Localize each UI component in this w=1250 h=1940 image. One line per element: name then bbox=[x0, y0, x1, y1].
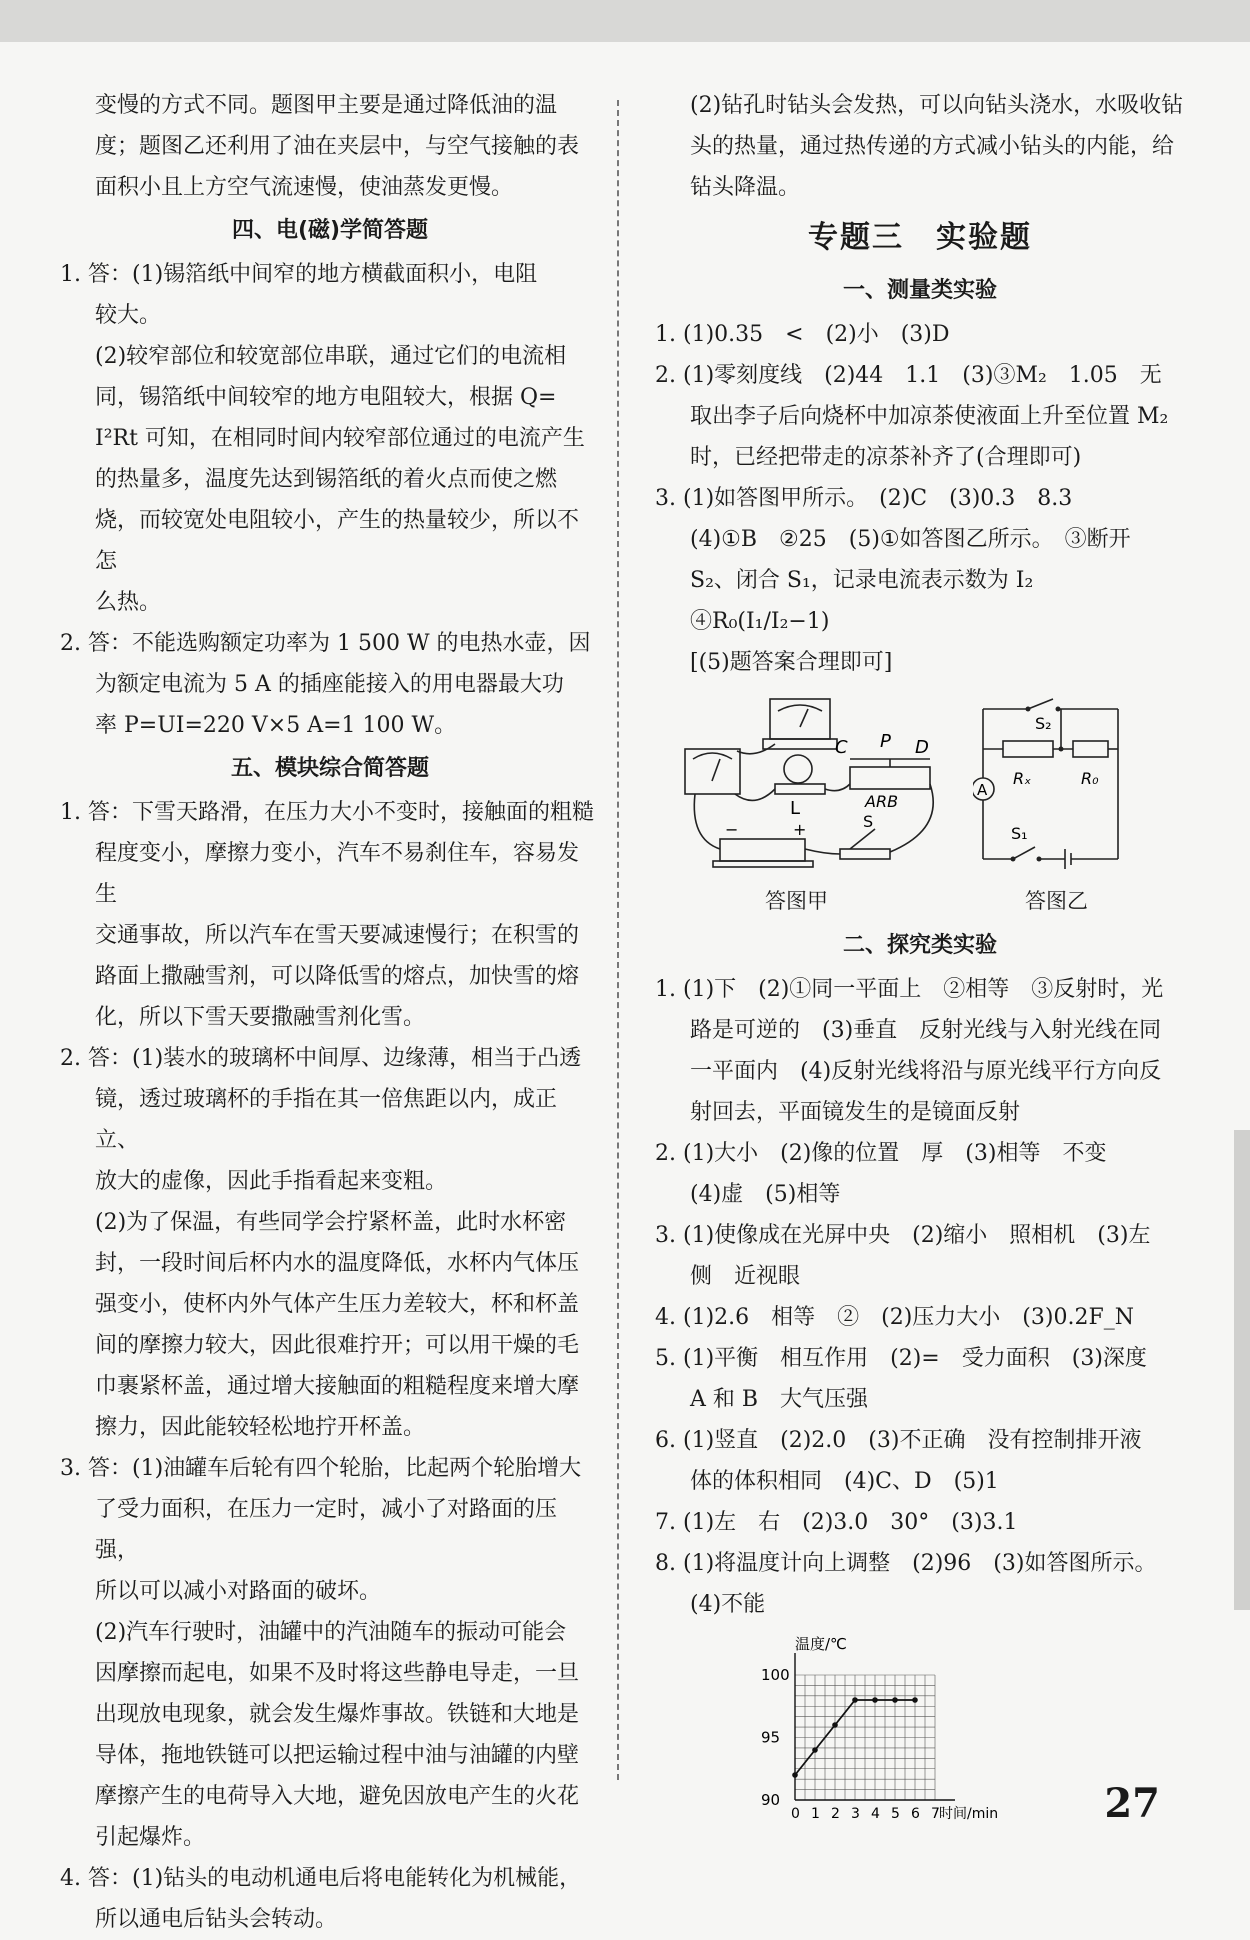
text-line: I²Rt 可知，在相同时间内较窄部位通过的电流产生 bbox=[95, 426, 585, 451]
text-line: 摩擦产生的电荷导入大地，避免因放电产生的火花 bbox=[95, 1784, 580, 1809]
label-l: L bbox=[790, 798, 801, 819]
data-point bbox=[812, 1747, 818, 1753]
text-line: 同，锡箔纸中间较窄的地方电阻较大，根据 Q= bbox=[95, 385, 557, 410]
right-column bbox=[655, 85, 1185, 1835]
x-tick-label: 4 bbox=[871, 1806, 880, 1822]
scan-edge-strip bbox=[1234, 1130, 1250, 1610]
label-p: P bbox=[880, 731, 891, 752]
text-line: 放大的虚像，因此手指看起来变粗。 bbox=[95, 1169, 448, 1194]
text-line: 2. (1)零刻度线 (2)44 1.1 (3)③M₂ 1.05 无 bbox=[655, 363, 1162, 388]
x-tick-label: 1 bbox=[811, 1806, 820, 1822]
text-line: 程度变小，摩擦力变小，汽车不易刹住车，容易发生 bbox=[95, 841, 580, 907]
text-line: 时，已经把带走的凉茶补齐了(合理即可) bbox=[690, 445, 1082, 470]
text-line: 么热。 bbox=[95, 590, 162, 615]
text-line: 的热量多，温度先达到锡箔纸的着火点而使之燃 bbox=[95, 467, 558, 492]
text-line: (4)①B ②25 (5)①如答图乙所示。 ③断开 bbox=[690, 527, 1131, 552]
text-line: 1. 答：下雪天路滑，在压力大小不变时，接触面的粗糙 bbox=[60, 800, 594, 825]
text-line: (4)不能 bbox=[690, 1592, 766, 1617]
text-line: (2)为了保温，有些同学会拧紧杯盖，此时水杯密 bbox=[95, 1210, 567, 1235]
label-s1: S₁ bbox=[1011, 824, 1028, 843]
text-line: A 和 B 大气压强 bbox=[690, 1387, 869, 1412]
text-line: 4. (1)2.6 相等 ② (2)压力大小 (3)0.2F_N bbox=[655, 1305, 1134, 1330]
data-point bbox=[912, 1697, 918, 1703]
text-line: 引起爆炸。 bbox=[95, 1825, 206, 1850]
x-axis-label: 时间/min bbox=[939, 1806, 999, 1822]
text-line: 5. (1)平衡 相互作用 (2)= 受力面积 (3)深度 bbox=[655, 1346, 1147, 1371]
y-tick-label: 95 bbox=[761, 1728, 781, 1747]
text-line: 封，一段时间后杯内水的温度降低，水杯内气体压 bbox=[95, 1251, 580, 1276]
data-point bbox=[832, 1722, 838, 1728]
text-line: 出现放电现象，就会发生爆炸事故。铁链和大地是 bbox=[95, 1702, 580, 1727]
left-column bbox=[60, 85, 600, 1940]
text-line: 镜，透过玻璃杯的手指在其一倍焦距以内，成正立、 bbox=[95, 1087, 558, 1153]
x-tick-label: 7 bbox=[931, 1806, 940, 1822]
right-column-top bbox=[655, 85, 1185, 683]
text-line: (4)虚 (5)相等 bbox=[690, 1182, 841, 1207]
x-tick-label: 5 bbox=[891, 1806, 900, 1822]
text-line: 率 P=UI=220 V×5 A=1 100 W。 bbox=[95, 713, 457, 738]
temperature-chart-svg bbox=[755, 1635, 1055, 1835]
text-line: 1. (1)下 (2)①同一平面上 ②相等 ③反射时，光 bbox=[655, 977, 1164, 1002]
text-line: 3. 答：(1)油罐车后轮有四个轮胎，比起两个轮胎增大 bbox=[60, 1456, 582, 1481]
label-s: S bbox=[863, 812, 874, 831]
text-line: (2)钻孔时钻头会发热，可以向钻头浇水，水吸收钻 bbox=[690, 93, 1184, 118]
section-heading: 二、探究类实验 bbox=[842, 933, 997, 958]
text-line: 路是可逆的 (3)垂直 反射光线与入射光线在同 bbox=[690, 1018, 1162, 1043]
data-point bbox=[792, 1772, 798, 1778]
label-r0: R₀ bbox=[1081, 769, 1099, 788]
label-d: D bbox=[915, 737, 929, 758]
text-line: 2. 答：不能选购额定功率为 1 500 W 的电热水壶，因 bbox=[60, 631, 591, 656]
text-line: 所以通电后钻头会转动。 bbox=[95, 1907, 338, 1932]
text-line: 擦力，因此能较轻松地拧开杯盖。 bbox=[95, 1415, 426, 1440]
text-line: 4. 答：(1)钻头的电动机通电后将电能转化为机械能， bbox=[60, 1866, 582, 1891]
figures-row bbox=[655, 689, 1185, 919]
figure-jia-circuit bbox=[675, 689, 945, 879]
label-plus: + bbox=[793, 820, 807, 839]
text-line: [(5)题答案合理即可] bbox=[690, 650, 893, 675]
text-line: 8. (1)将温度计向上调整 (2)96 (3)如答图所示。 bbox=[655, 1551, 1157, 1576]
text-line: 化，所以下雪天要撒融雪剂化雪。 bbox=[95, 1005, 426, 1030]
text-line: 度；题图乙还利用了油在夹层中，与空气接触的表 bbox=[95, 134, 580, 159]
scan-top-band bbox=[0, 0, 1250, 42]
text-line: 烧，而较宽处电阻较小，产生的热量较少，所以不怎 bbox=[95, 508, 580, 574]
text-line: 2. (1)大小 (2)像的位置 厚 (3)相等 不变 bbox=[655, 1141, 1107, 1166]
text-line: 强变小，使杯内外气体产生压力差较大，杯和杯盖 bbox=[95, 1292, 580, 1317]
label-s2: S₂ bbox=[1035, 714, 1052, 733]
text-line: 了受力面积，在压力一定时，减小了对路面的压强， bbox=[95, 1497, 558, 1563]
figure-yi-caption: 答图乙 bbox=[1025, 889, 1088, 913]
text-line: 3. (1)如答图甲所示。 (2)C (3)0.3 8.3 bbox=[655, 486, 1073, 511]
text-line: 1. (1)0.35 < (2)小 (3)D bbox=[655, 322, 950, 347]
text-line: 面积小且上方空气流速慢，使油蒸发更慢。 bbox=[95, 175, 514, 200]
y-axis-label: 温度/℃ bbox=[795, 1635, 847, 1653]
label-ammeter-a: A bbox=[977, 781, 988, 799]
x-tick-label: 2 bbox=[831, 1806, 840, 1822]
text-line: S₂、闭合 S₁，记录电流表示数为 I₂ ④R₀(I₁/I₂−1) bbox=[690, 568, 1056, 634]
text-line: 7. (1)左 右 (2)3.0 30° (3)3.1 bbox=[655, 1510, 1018, 1535]
text-line: 取出李子后向烧杯中加凉茶使液面上升至位置 M₂ bbox=[690, 404, 1169, 429]
text-line: 路面上撒融雪剂，可以降低雪的熔点，加快雪的熔 bbox=[95, 964, 580, 989]
text-line: (2)汽车行驶时，油罐中的汽油随车的振动可能会 bbox=[95, 1620, 567, 1645]
text-line: 头的热量，通过热传递的方式减小钻头的内能，给 bbox=[690, 134, 1175, 159]
data-point bbox=[872, 1697, 878, 1703]
column-divider bbox=[617, 100, 619, 1780]
text-line: 为额定电流为 5 A 的插座能接入的用电器最大功 bbox=[95, 672, 564, 697]
label-rx: Rₓ bbox=[1013, 769, 1032, 788]
text-line: 较大。 bbox=[95, 303, 162, 328]
section-heading: 五、模块综合简答题 bbox=[230, 756, 429, 781]
text-line: 2. 答：(1)装水的玻璃杯中间厚、边缘薄，相当于凸透 bbox=[60, 1046, 582, 1071]
text-line: 因摩擦而起电，如果不及时将这些静电导走，一旦 bbox=[95, 1661, 580, 1686]
text-line: 6. (1)竖直 (2)2.0 (3)不正确 没有控制排开液 bbox=[655, 1428, 1142, 1453]
text-line: 一平面内 (4)反射光线将沿与原光线平行方向反 bbox=[690, 1059, 1162, 1084]
text-line: 1. 答：(1)锡箔纸中间窄的地方横截面积小，电阻 bbox=[60, 262, 538, 287]
text-line: 所以可以减小对路面的破坏。 bbox=[95, 1579, 382, 1604]
text-line: 交通事故，所以汽车在雪天要减速慢行；在积雪的 bbox=[95, 923, 580, 948]
text-line: (2)较窄部位和较宽部位串联，通过它们的电流相 bbox=[95, 344, 567, 369]
text-line: 导体，拖地铁链可以把运输过程中油与油罐的内壁 bbox=[95, 1743, 580, 1768]
section-heading: 四、电(磁)学简答题 bbox=[231, 218, 429, 243]
x-tick-label: 0 bbox=[791, 1806, 800, 1822]
x-tick-label: 6 bbox=[911, 1806, 920, 1822]
text-line: 间的摩擦力较大，因此很难拧开；可以用干燥的毛 bbox=[95, 1333, 580, 1358]
label-arb: ARB bbox=[865, 792, 899, 811]
data-point bbox=[892, 1697, 898, 1703]
y-tick-label: 100 bbox=[761, 1666, 790, 1684]
data-point bbox=[852, 1697, 858, 1703]
text-line: 巾裹紧杯盖，通过增大接触面的粗糙程度来增大摩 bbox=[95, 1374, 580, 1399]
label-minus: − bbox=[725, 820, 739, 839]
page-number: 27 bbox=[1104, 1780, 1160, 1827]
text-line: 射回去，平面镜发生的是镜面反射 bbox=[690, 1100, 1021, 1125]
section-heading: 一、测量类实验 bbox=[842, 278, 997, 303]
text-line: 变慢的方式不同。题图甲主要是通过降低油的温 bbox=[95, 93, 558, 118]
section-heading: 专题三 实验题 bbox=[808, 220, 1032, 255]
x-tick-label: 3 bbox=[851, 1806, 860, 1822]
right-column-bottom bbox=[655, 923, 1185, 1625]
text-line: 钻头降温。 bbox=[690, 175, 801, 200]
label-c: C bbox=[835, 737, 848, 758]
text-line: 3. (1)使像成在光屏中央 (2)缩小 照相机 (3)左 bbox=[655, 1223, 1151, 1248]
figure-yi-circuit bbox=[973, 689, 1173, 879]
y-tick-label: 90 bbox=[761, 1791, 781, 1809]
text-line: 体的体积相同 (4)C、D (5)1 bbox=[690, 1469, 999, 1494]
figure-jia-caption: 答图甲 bbox=[765, 889, 828, 913]
text-line: 侧 近视眼 bbox=[690, 1264, 801, 1289]
